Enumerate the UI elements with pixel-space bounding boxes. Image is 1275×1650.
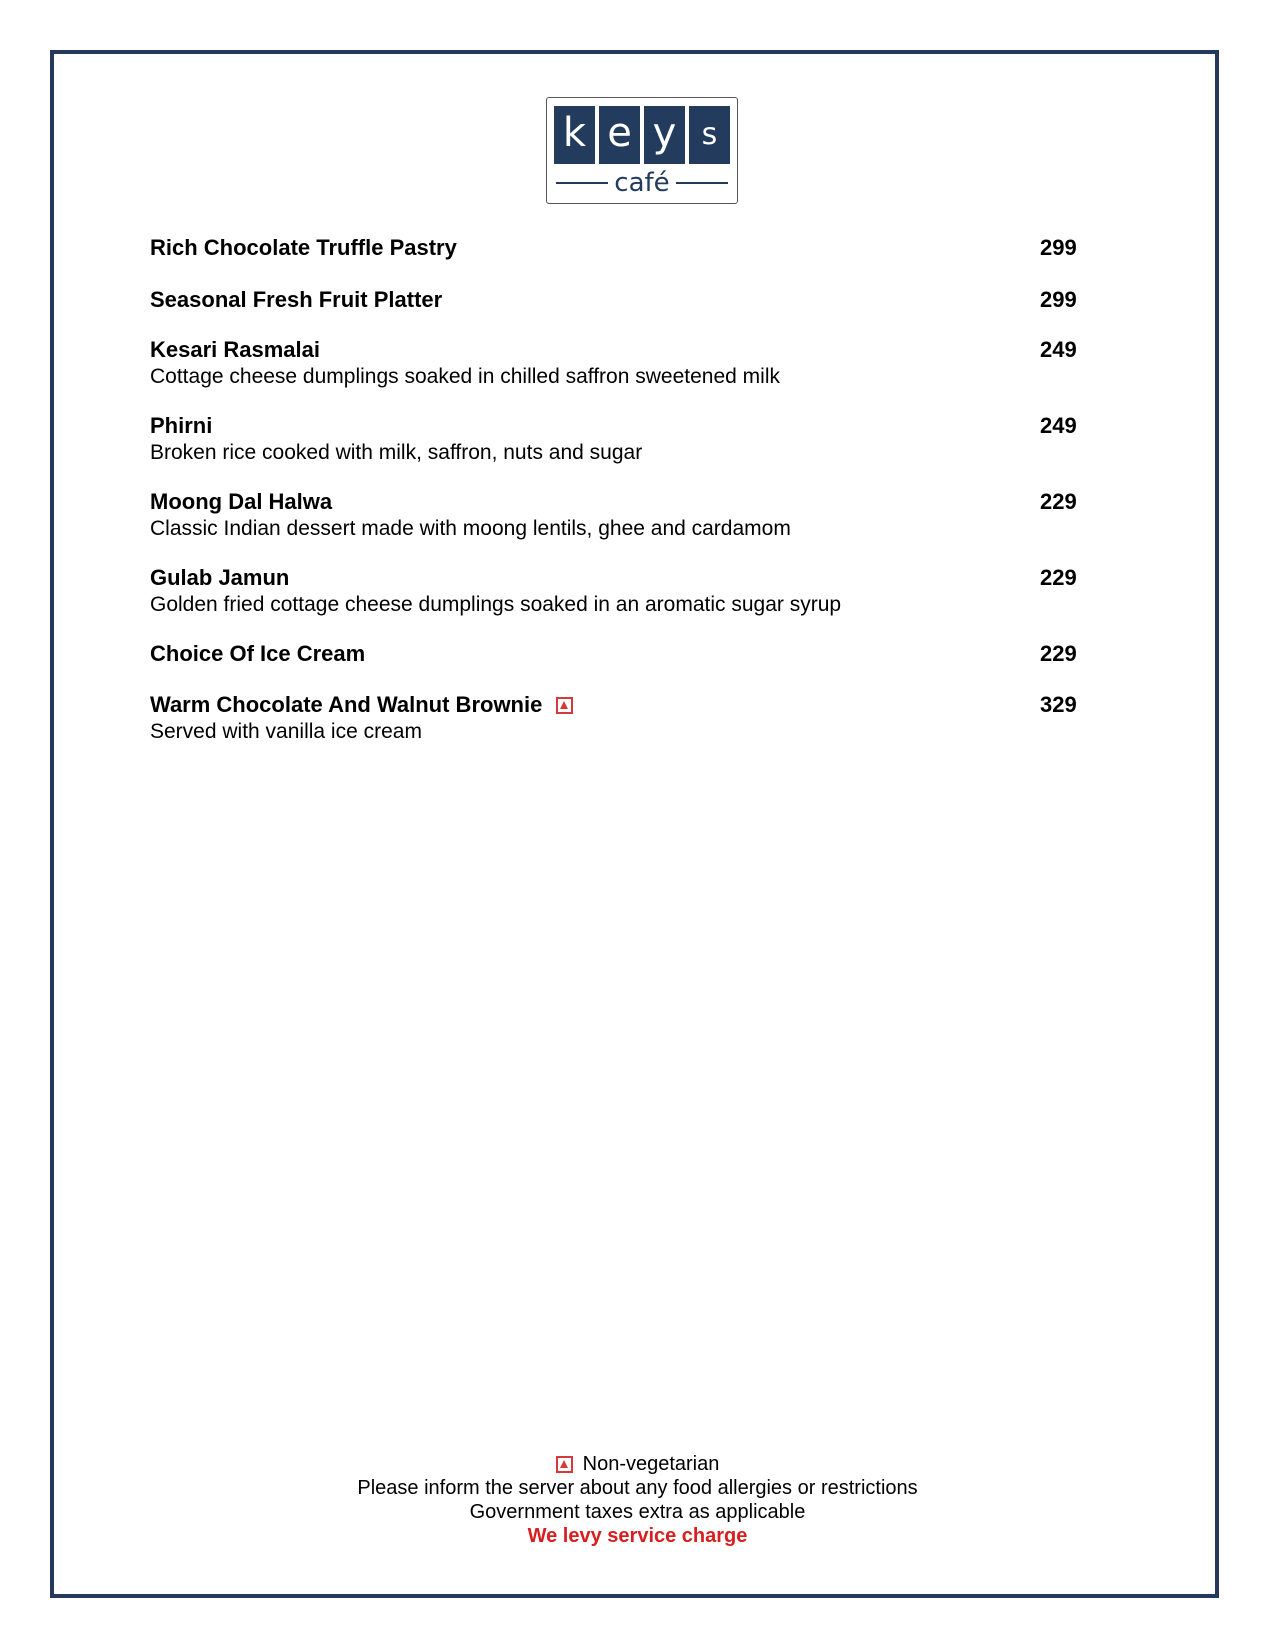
item-price: 299	[1040, 235, 1077, 260]
item-description: Cottage cheese dumplings soaked in chilled saffron sweetened milk	[150, 365, 780, 388]
item-price: 229	[1040, 641, 1077, 666]
item-price: 229	[1040, 565, 1077, 590]
logo-tiles	[554, 106, 730, 164]
menu-item	[150, 640, 1090, 691]
item-price: 229	[1040, 489, 1077, 514]
tax-note: Government taxes extra as applicable	[469, 1501, 806, 1523]
menu-item	[150, 234, 1090, 286]
item-price: 249	[1040, 413, 1077, 438]
item-description: Golden fried cottage cheese dumplings soaked in an aromatic sugar syrup	[150, 593, 842, 616]
menu-footer	[0, 1452, 1275, 1548]
menu-item	[150, 488, 1090, 564]
logo-rule-left	[556, 182, 608, 184]
item-name: Rich Chocolate Truffle Pastry	[150, 235, 457, 260]
item-name: Phirni	[150, 413, 213, 438]
dessert-menu	[150, 234, 1090, 745]
item-price: 299	[1040, 287, 1077, 312]
item-name-wrapper	[150, 691, 573, 719]
item-name: Kesari Rasmalai	[150, 337, 320, 362]
service-charge-note: We levy service charge	[527, 1525, 748, 1547]
legend-label: Non-vegetarian	[582, 1453, 720, 1475]
item-name: Warm Chocolate And Walnut Brownie	[150, 692, 543, 717]
menu-item	[150, 564, 1090, 640]
item-description: Broken rice cooked with milk, saffron, nuts and sugar	[150, 441, 643, 464]
menu-item	[150, 691, 1090, 745]
menu-item	[150, 286, 1090, 336]
logo-letter-s: s	[689, 106, 730, 164]
allergy-note: Please inform the server about any food allergies or restrictions	[357, 1477, 918, 1499]
menu-item	[150, 336, 1090, 412]
logo-letter-y: y	[644, 106, 685, 164]
keys-cafe-logo	[546, 97, 738, 204]
item-price: 329	[1040, 692, 1077, 717]
item-price: 249	[1040, 337, 1077, 362]
nonveg-icon	[556, 697, 573, 714]
logo-letter-k: k	[554, 106, 595, 164]
logo-rule-right	[676, 182, 728, 184]
item-name: Moong Dal Halwa	[150, 489, 333, 514]
item-name: Gulab Jamun	[150, 565, 290, 590]
logo-subtitle	[547, 168, 737, 198]
item-name: Choice Of Ice Cream	[150, 641, 366, 666]
item-description: Classic Indian dessert made with moong lentils, ghee and cardamom	[150, 517, 791, 540]
logo-subtitle-text: café	[614, 168, 670, 198]
menu-item	[150, 412, 1090, 488]
nonveg-legend	[0, 1452, 1275, 1476]
item-name: Seasonal Fresh Fruit Platter	[150, 287, 443, 312]
item-description: Served with vanilla ice cream	[150, 720, 422, 743]
nonveg-icon	[556, 1456, 573, 1473]
logo-letter-e: e	[599, 106, 640, 164]
